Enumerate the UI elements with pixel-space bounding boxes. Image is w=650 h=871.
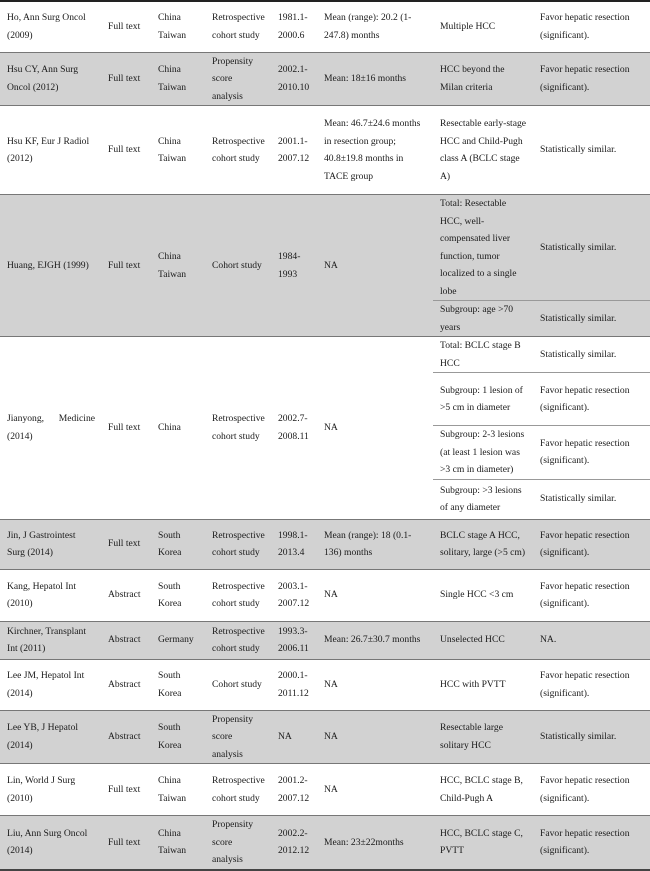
outcome-cell: Statistically similar.: [534, 301, 650, 337]
table-row: [0, 569, 650, 621]
outcome-cell: Favor hepatic resection (significant).: [534, 764, 650, 816]
followup-cell: NA: [317, 337, 433, 520]
design-cell: Retrospective cohort study: [204, 106, 271, 195]
outcome-cell: Favor hepatic resection (significant).: [534, 659, 650, 710]
publication-cell: Full text: [101, 52, 151, 106]
study-cell: Jianyong, Medicine (2014): [0, 337, 101, 520]
region-cell: China Taiwan: [151, 1, 204, 52]
period-cell: 1981.1-2000.6: [271, 1, 317, 52]
table-row: [0, 195, 650, 301]
study-cell: Liu, Ann Surg Oncol (2014): [0, 816, 101, 870]
outcome-cell: Statistically similar.: [534, 106, 650, 195]
population-cell: HCC, BCLC stage B, Child-Pugh A: [433, 764, 534, 816]
table-row: [0, 519, 650, 569]
period-cell: 2003.1-2007.12: [271, 569, 317, 621]
design-cell: Retrospective cohort study: [204, 519, 271, 569]
publication-cell: Full text: [101, 1, 151, 52]
followup-cell: NA: [317, 659, 433, 710]
study-cell: Kang, Hepatol Int (2010): [0, 569, 101, 621]
outcome-cell: Statistically similar.: [534, 479, 650, 519]
followup-cell: Mean (range): 20.2 (1-247.8) months: [317, 1, 433, 52]
population-cell: Unselected HCC: [433, 621, 534, 659]
population-cell: HCC, BCLC stage C, PVTT: [433, 816, 534, 870]
study-cell: Lin, World J Surg (2010): [0, 764, 101, 816]
design-cell: Retrospective cohort study: [204, 1, 271, 52]
region-cell: Germany: [151, 621, 204, 659]
table-row: [0, 337, 650, 373]
publication-cell: Abstract: [101, 659, 151, 710]
region-cell: South Korea: [151, 519, 204, 569]
publication-cell: Full text: [101, 337, 151, 520]
period-cell: 2000.1-2011.12: [271, 659, 317, 710]
region-cell: South Korea: [151, 569, 204, 621]
publication-cell: Full text: [101, 519, 151, 569]
outcome-cell: Statistically similar.: [534, 710, 650, 764]
publication-cell: Full text: [101, 195, 151, 337]
design-cell: Propensity score analysis: [204, 816, 271, 870]
period-cell: 1998.1-2013.4: [271, 519, 317, 569]
table-row: [0, 52, 650, 106]
publication-cell: Full text: [101, 816, 151, 870]
population-cell: Subgroup: age >70 years: [433, 301, 534, 337]
period-cell: 1984-1993: [271, 195, 317, 337]
publication-cell: Full text: [101, 106, 151, 195]
outcome-cell: Favor hepatic resection (significant).: [534, 426, 650, 480]
population-cell: Total: BCLC stage B HCC: [433, 337, 534, 373]
design-cell: Cohort study: [204, 195, 271, 337]
table-row: [0, 621, 650, 659]
table-row: [0, 764, 650, 816]
study-cell: Lee YB, J Hepatol (2014): [0, 710, 101, 764]
followup-cell: NA: [317, 710, 433, 764]
period-cell: 1993.3-2006.11: [271, 621, 317, 659]
period-cell: 2002.1-2010.10: [271, 52, 317, 106]
region-cell: China Taiwan: [151, 764, 204, 816]
population-cell: HCC beyond the Milan criteria: [433, 52, 534, 106]
table-row: [0, 816, 650, 870]
population-cell: Total: Resectable HCC, well-compensated liver function, tumor localized to a single lobe: [433, 195, 534, 301]
population-cell: Resectable early-stage HCC and Child-Pugh class A (BCLC stage A): [433, 106, 534, 195]
design-cell: Cohort study: [204, 659, 271, 710]
outcome-cell: Statistically similar.: [534, 195, 650, 301]
publication-cell: Abstract: [101, 621, 151, 659]
population-cell: Multiple HCC: [433, 1, 534, 52]
study-cell: Hsu CY, Ann Surg Oncol (2012): [0, 52, 101, 106]
table-row: [0, 106, 650, 195]
publication-cell: Abstract: [101, 710, 151, 764]
publication-cell: Full text: [101, 764, 151, 816]
population-cell: Resectable large solitary HCC: [433, 710, 534, 764]
design-cell: Propensity score analysis: [204, 52, 271, 106]
region-cell: South Korea: [151, 710, 204, 764]
outcome-cell: Statistically similar.: [534, 337, 650, 373]
period-cell: 2001.1-2007.12: [271, 106, 317, 195]
design-cell: Retrospective cohort study: [204, 337, 271, 520]
period-cell: 2001.2-2007.12: [271, 764, 317, 816]
population-cell: HCC with PVTT: [433, 659, 534, 710]
design-cell: Retrospective cohort study: [204, 569, 271, 621]
period-cell: 2002.2-2012.12: [271, 816, 317, 870]
region-cell: China Taiwan: [151, 52, 204, 106]
followup-cell: Mean (range): 18 (0.1-136) months: [317, 519, 433, 569]
table-row: [0, 1, 650, 52]
followup-cell: Mean: 23±22months: [317, 816, 433, 870]
publication-cell: Abstract: [101, 569, 151, 621]
followup-cell: Mean: 26.7±30.7 months: [317, 621, 433, 659]
table-row: [0, 659, 650, 710]
outcome-cell: Favor hepatic resection (significant).: [534, 52, 650, 106]
study-cell: Lee JM, Hepatol Int (2014): [0, 659, 101, 710]
followup-cell: NA: [317, 195, 433, 337]
region-cell: China Taiwan: [151, 195, 204, 337]
design-cell: Retrospective cohort study: [204, 621, 271, 659]
population-cell: Subgroup: 1 lesion of >5 cm in diameter: [433, 373, 534, 426]
followup-cell: Mean: 18±16 months: [317, 52, 433, 106]
outcome-cell: Favor hepatic resection (significant).: [534, 1, 650, 52]
outcome-cell: NA.: [534, 621, 650, 659]
region-cell: China Taiwan: [151, 106, 204, 195]
design-cell: Retrospective cohort study: [204, 764, 271, 816]
period-cell: 2002.7-2008.11: [271, 337, 317, 520]
population-cell: Subgroup: >3 lesions of any diameter: [433, 479, 534, 519]
population-cell: BCLC stage A HCC, solitary, large (>5 cm): [433, 519, 534, 569]
outcome-cell: Favor hepatic resection (significant).: [534, 569, 650, 621]
region-cell: China Taiwan: [151, 816, 204, 870]
outcome-cell: Favor hepatic resection (significant).: [534, 816, 650, 870]
population-cell: Subgroup: 2-3 lesions (at least 1 lesion was >3 cm in diameter): [433, 426, 534, 480]
study-cell: Jin, J Gastrointest Surg (2014): [0, 519, 101, 569]
outcome-cell: Favor hepatic resection (significant).: [534, 519, 650, 569]
followup-cell: NA: [317, 569, 433, 621]
design-cell: Propensity score analysis: [204, 710, 271, 764]
study-cell: Ho, Ann Surg Oncol (2009): [0, 1, 101, 52]
study-cell: Huang, EJGH (1999): [0, 195, 101, 337]
population-cell: Single HCC <3 cm: [433, 569, 534, 621]
region-cell: South Korea: [151, 659, 204, 710]
region-cell: China: [151, 337, 204, 520]
table-row: [0, 710, 650, 764]
study-cell: Hsu KF, Eur J Radiol (2012): [0, 106, 101, 195]
study-cell: Kirchner, Transplant Int (2011): [0, 621, 101, 659]
followup-cell: NA: [317, 764, 433, 816]
outcome-cell: Favor hepatic resection (significant).: [534, 373, 650, 426]
period-cell: NA: [271, 710, 317, 764]
followup-cell: Mean: 46.7±24.6 months in resection group; 40.8±19.8 months in TACE group: [317, 106, 433, 195]
